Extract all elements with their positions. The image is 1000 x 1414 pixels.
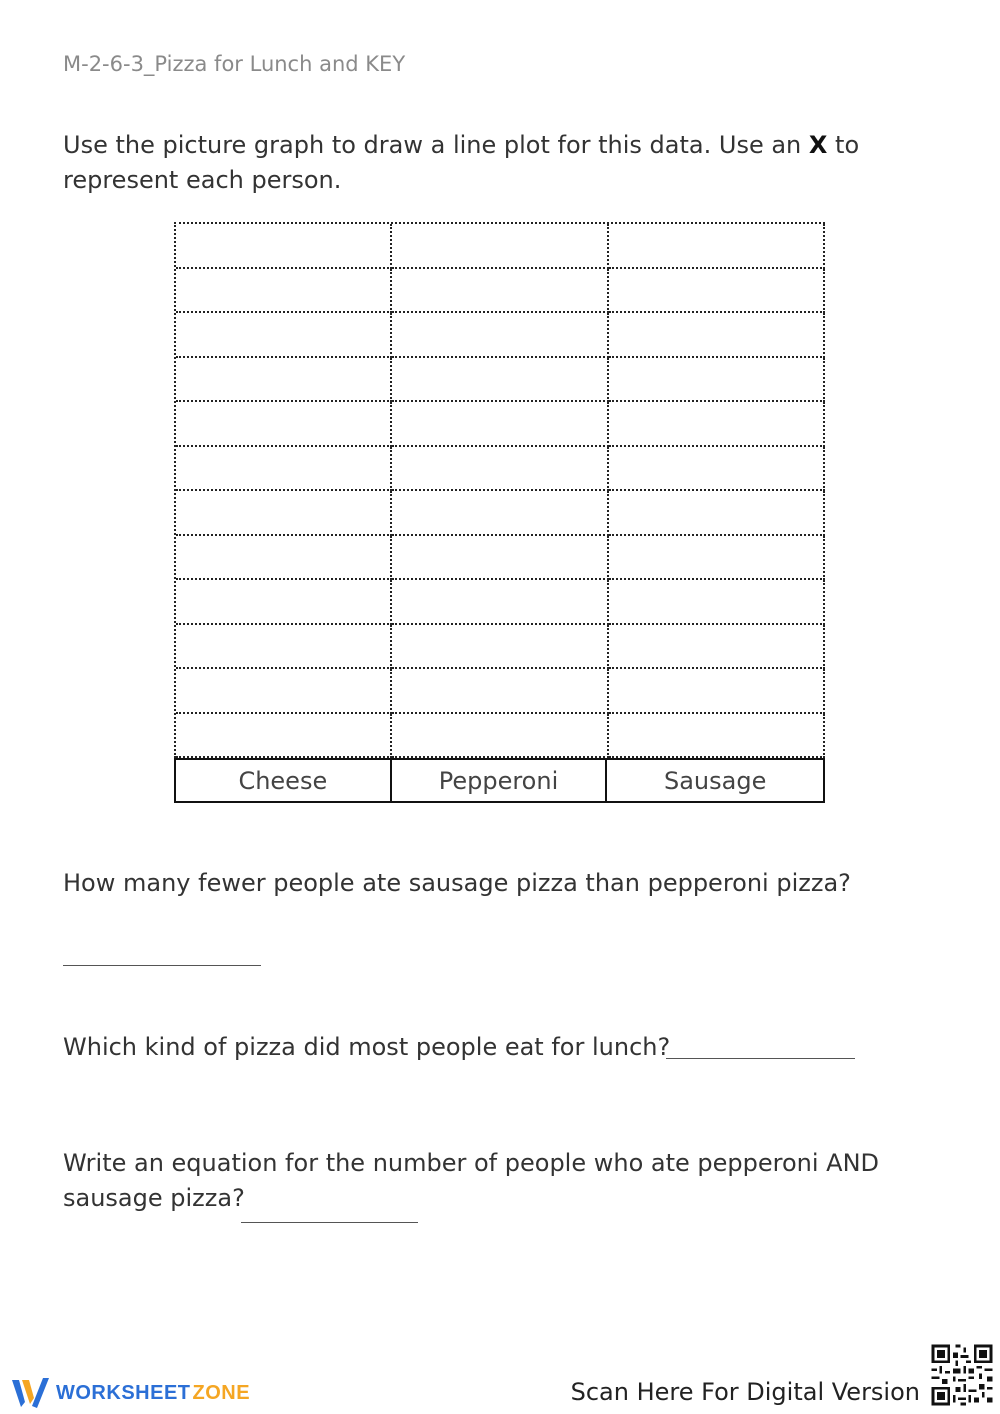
w-logo-icon [10, 1376, 50, 1410]
logo-text-zone: ZONE [192, 1381, 251, 1404]
plot-cell[interactable] [176, 358, 392, 403]
plot-cell[interactable] [176, 669, 392, 714]
plot-cell[interactable] [176, 224, 392, 269]
plot-cell[interactable] [392, 625, 608, 670]
plot-cell[interactable] [609, 714, 825, 759]
plot-cell[interactable] [176, 580, 392, 625]
plot-cell[interactable] [392, 402, 608, 447]
plot-cell[interactable] [609, 580, 825, 625]
category-pepperoni: Pepperoni [392, 760, 608, 801]
plot-cell[interactable] [176, 625, 392, 670]
plot-cell[interactable] [176, 447, 392, 492]
plot-cell[interactable] [176, 491, 392, 536]
plot-cell[interactable] [176, 536, 392, 581]
plot-cell[interactable] [609, 224, 825, 269]
plot-cell[interactable] [609, 269, 825, 314]
plot-cell[interactable] [392, 536, 608, 581]
instructions-bold-x: X [808, 131, 828, 159]
document-title: M-2-6-3_Pizza for Lunch and KEY [63, 52, 406, 76]
question-3: Write an equation for the number of people who ate pepperoni AND sausage pizza? [63, 1149, 880, 1212]
question-2: Which kind of pizza did most people eat for lunch? [63, 1033, 671, 1061]
plot-cell[interactable] [176, 402, 392, 447]
plot-cell[interactable] [392, 580, 608, 625]
instructions-part-1: Use the picture graph to draw a line plot for this data. Use an [63, 131, 809, 159]
plot-cell[interactable] [609, 313, 825, 358]
plot-cell[interactable] [392, 669, 608, 714]
plot-cell[interactable] [609, 358, 825, 403]
plot-cell[interactable] [609, 491, 825, 536]
plot-cell[interactable] [392, 714, 608, 759]
plot-cell[interactable] [176, 313, 392, 358]
plot-cell[interactable] [609, 625, 825, 670]
plot-cell[interactable] [392, 269, 608, 314]
plot-cell[interactable] [609, 669, 825, 714]
line-plot-grid[interactable] [174, 222, 825, 758]
qr-code-icon[interactable] [929, 1342, 995, 1408]
answer-line-1[interactable] [63, 965, 261, 966]
category-sausage: Sausage [663, 766, 767, 795]
answer-line-2[interactable] [666, 1058, 855, 1059]
plot-cell[interactable] [176, 714, 392, 759]
scan-here-text: Scan Here For Digital Version [570, 1378, 920, 1406]
plot-cell[interactable] [392, 491, 608, 536]
plot-cell[interactable] [392, 224, 608, 269]
logo-text-worksheet: WORKSHEET [56, 1381, 191, 1404]
answer-line-3[interactable] [241, 1222, 418, 1223]
instructions-part-2: to represent each person. [63, 131, 860, 194]
instructions-text [63, 128, 963, 198]
plot-cell[interactable] [609, 536, 825, 581]
question-1: How many fewer people ate sausage pizza than pepperoni pizza? [63, 869, 851, 897]
plot-cell[interactable] [392, 313, 608, 358]
plot-cell[interactable] [176, 269, 392, 314]
line-plot-category-row [174, 758, 825, 803]
plot-cell[interactable] [392, 447, 608, 492]
plot-cell[interactable] [609, 402, 825, 447]
worksheetzone-logo [10, 1376, 250, 1410]
category-cheese: Cheese [176, 760, 392, 801]
plot-cell[interactable] [609, 447, 825, 492]
plot-cell[interactable] [392, 358, 608, 403]
